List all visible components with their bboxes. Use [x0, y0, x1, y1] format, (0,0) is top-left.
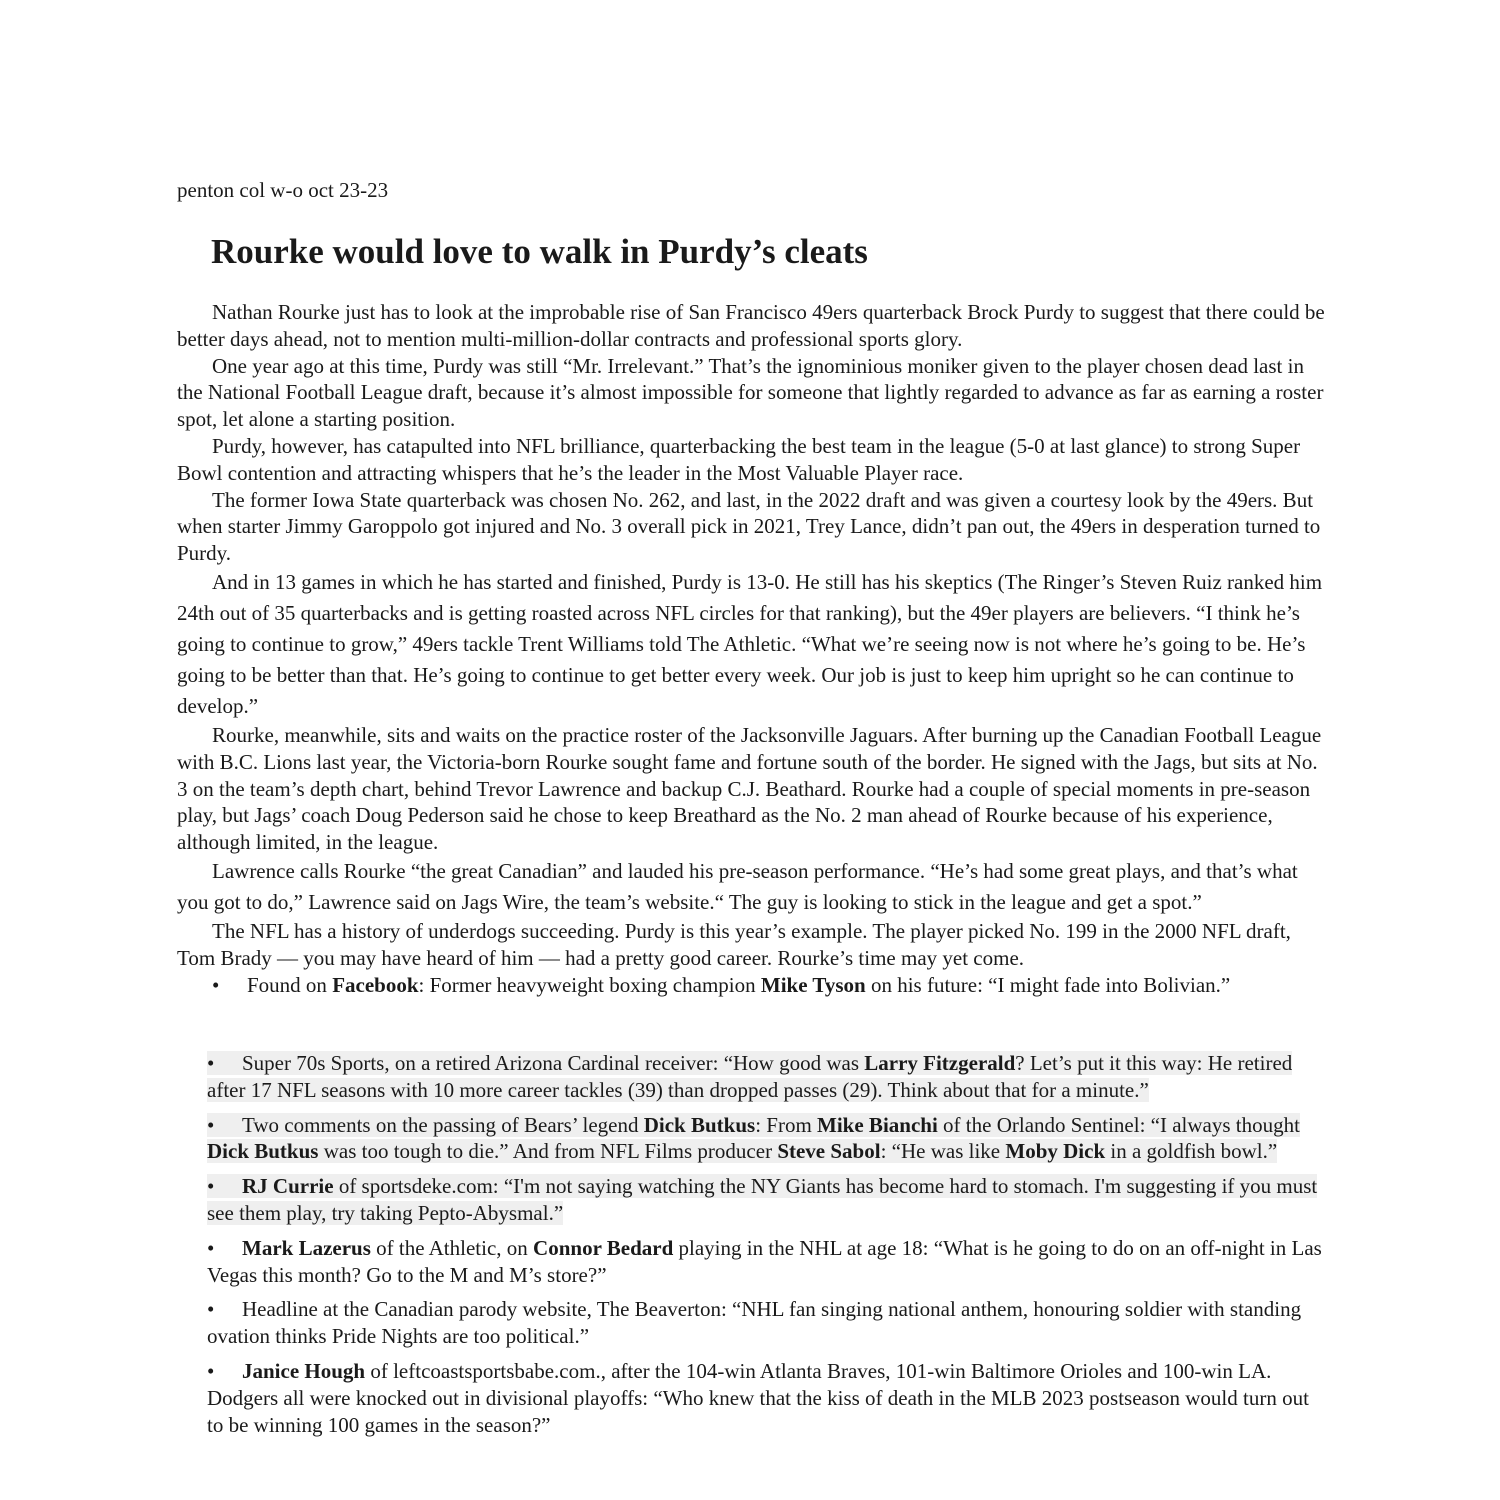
bold-name: Facebook — [332, 972, 419, 997]
paragraph: The former Iowa State quarterback was chosen No. 262, and last, in the 2022 draft and was given a courtesy look by the 49ers. But when starter Jimmy Garoppolo got injured and No. 3 overall pick in 2021, Trey Lance, didn’t pan out, the 49ers in desperation turned to Purdy. — [177, 487, 1321, 566]
paragraph: The NFL has a history of underdogs succeeding. Purdy is this year’s example. The player picked No. 199 in the 2000 NFL draft, Tom Brady — you may have heard of him — had a pretty good career. Rourke’s time may yet come. — [177, 918, 1291, 970]
bullet-marker: • — [207, 1235, 215, 1260]
bullet-marker: • — [212, 972, 220, 997]
bold-name: Dick Butkus — [207, 1139, 319, 1164]
bold-name: RJ Currie — [242, 1174, 334, 1199]
article-body — [177, 299, 1327, 998]
paragraph: Nathan Rourke just has to look at the improbable rise of San Francisco 49ers quarterback Brock Purdy to suggest that there could be better days ahead, not to mention multi-million-dollar contracts and professional sports glory. — [177, 300, 1325, 351]
bullet-item-beaverton: • Headline at the Canadian parody website, The Beaverton: “NHL fan singing national anthem, honouring soldier with standing ovation thinks Pride Nights are too political.” — [207, 1297, 1302, 1349]
bullet-item-currie: • RJ Currie of sportsdeke.com: “I'm not saying watching the NY Giants has become hard to stomach. I'm suggesting if you must see them play, try taking Pepto-Abysmal.” — [207, 1174, 1318, 1225]
bold-name: Moby Dick — [1005, 1139, 1106, 1164]
paragraph: Purdy, however, has catapulted into NFL brilliance, quarterbacking the best team in the league (5-0 at last glance) to strong Super Bowl contention and attracting whispers that he’s the leader in the Most Valuable Player race. — [177, 433, 1301, 485]
article-headline: Rourke would love to walk in Purdy’s cleats — [211, 232, 868, 271]
bold-name: Mark Lazerus — [242, 1235, 371, 1260]
bullet-item-lazerus: • Mark Lazerus of the Athletic, on Connor Bedard playing in the NHL at age 18: “What is he going to do on an off-night in Las Vegas this month? Go to the M and M’s store?” — [207, 1235, 1322, 1287]
bold-name: Dick Butkus — [643, 1112, 756, 1137]
bold-name: Mike Tyson — [760, 972, 866, 997]
bullet-marker: • — [207, 1358, 215, 1383]
bullet-item-fitzgerald: • Super 70s Sports, on a retired Arizona Cardinal receiver: “How good was Larry Fitzgerald? Let’s put it this way: He retired after 17 NFL seasons with 10 more career tackles (39) than dropped passes (29). Think about that for a minute.” — [207, 1051, 1293, 1102]
bold-name: Steve Sabol — [777, 1139, 881, 1164]
paragraph: Rourke, meanwhile, sits and waits on the practice roster of the Jacksonville Jaguars. After burning up the Canadian Football League with B.C. Lions last year, the Victoria-born Rourke sought fame and fortune south of the border. He signed with the Jags, but sits at No. 3 on the team’s depth chart, behind Trevor Lawrence and backup C.J. Beathard. Rourke had a couple of special moments in pre-season play, but Jags’ coach Doug Pederson said he chose to keep Breathard as the No. 2 man ahead of Rourke because of his experience, although limited, in the league. — [177, 722, 1322, 855]
bullet-marker: • — [207, 1297, 215, 1322]
paragraph: One year ago at this time, Purdy was still “Mr. Irrelevant.” That’s the ignominious moniker given to the player chosen dead last in the National Football League draft, because it’s almost impossible for someone that lightly regarded to advance as far as earning a roster spot, let alone a starting position. — [177, 353, 1324, 432]
bold-name: Mike Bianchi — [817, 1112, 938, 1137]
bullet-marker: • — [207, 1174, 215, 1199]
paragraph: Lawrence calls Rourke “the great Canadian” and lauded his pre-season performance. “He’s had some great plays, and that’s what you got to do,” Lawrence said on Jags Wire, the team’s website.“ The guy is looking to stick in the league and get a spot.” — [177, 858, 1298, 914]
bullet-item-tyson: • Found on Facebook: Former heavyweight boxing champion Mike Tyson on his future: “I might fade into Bolivian.” — [212, 972, 1231, 997]
bullet-marker: • — [207, 1112, 215, 1137]
paragraph: And in 13 games in which he has started and finished, Purdy is 13-0. He still has his skeptics (The Ringer’s Steven Ruiz ranked him 24th out of 35 quarterbacks and is getting roasted across NFL circles for that ranking), but the 49er players are believers. “I think he’s going to continue to grow,” 49ers tackle Trent Williams told The Athletic. “What we’re seeing now is not where he’s going to be. He’s going to be better than that. He’s going to continue to get better every week. Our job is just to keep him upright so he can continue to develop.” — [177, 569, 1323, 718]
bullet-list — [207, 1050, 1327, 1446]
bold-name: Larry Fitzgerald — [864, 1051, 1016, 1075]
bold-name: Janice Hough — [242, 1358, 366, 1383]
slug-line: penton col w-o oct 23-23 — [177, 178, 389, 202]
bullet-item-butkus: • Two comments on the passing of Bears’ legend Dick Butkus: From Mike Bianchi of the Orlando Sentinel: “I always thought Dick Butkus was too tough to die.” And from NFL Films producer Steve Sabol: “He was like Moby Dick in a goldfish bowl.” — [207, 1112, 1300, 1164]
bullet-item-hough: • Janice Hough of leftcoastsportsbabe.com., after the 104-win Atlanta Braves, 101-win Baltimore Orioles and 100-win LA. Dodgers all were knocked out in divisional playoffs: “Who knew that the kiss of death in the MLB 2023 postseason would turn out to be winning 100 games in the season?” — [207, 1358, 1309, 1437]
bold-name: Connor Bedard — [533, 1235, 674, 1260]
bullet-marker: • — [207, 1051, 215, 1075]
